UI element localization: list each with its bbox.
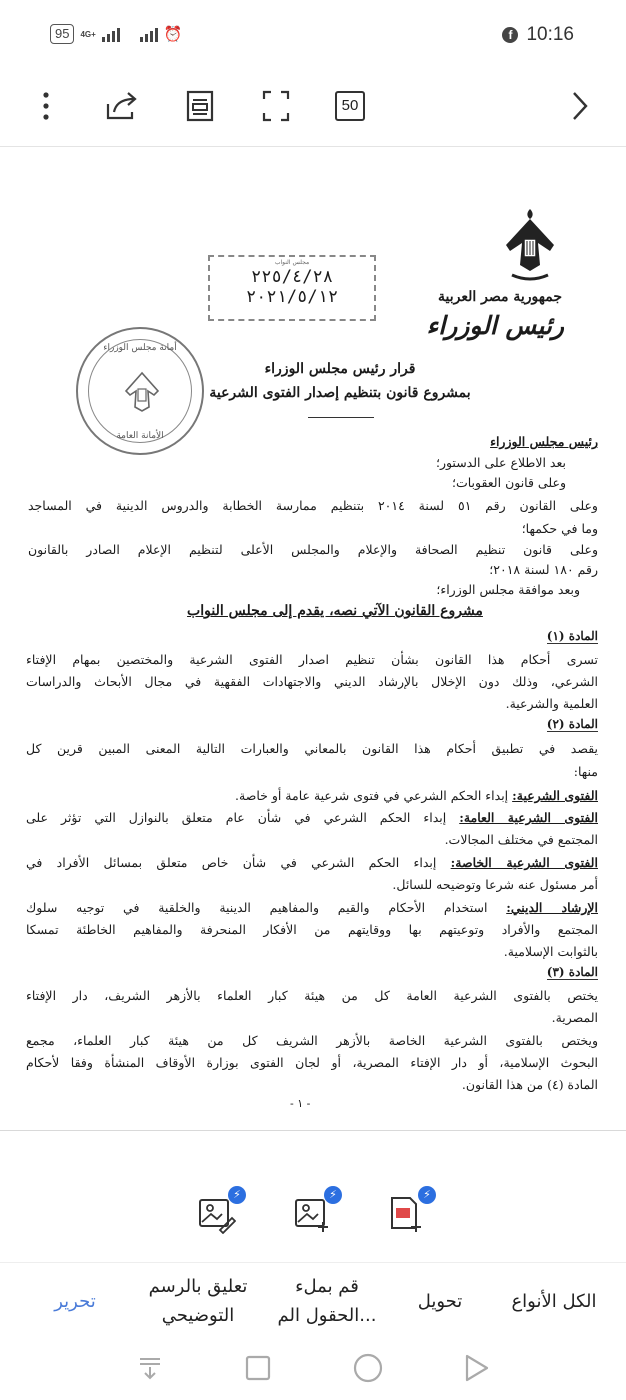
next-arrow-icon[interactable] — [560, 86, 600, 126]
definition-fatwa: الفتوى الشرعية: إبداء الحكم الشرعي في فتوى شرعية عامة أو خاصة. — [235, 788, 598, 803]
government-name: جمهورية مصر العربية — [438, 289, 562, 305]
premium-badge: ⚡ — [418, 1186, 436, 1204]
definition-private-fatwa-cont: أمر مسئول عنه شرعا وتوضيحه للسائل. — [392, 877, 598, 892]
premium-badge: ⚡ — [228, 1186, 246, 1204]
article-3-line: يختص بالفتوى الشرعية العامة كل من هيئة كبار العلماء بالأزهر الشريف، دار الإفتاء — [26, 988, 598, 1003]
tab-annotate[interactable]: تعليق بالرسم التوضيحي — [148, 1276, 248, 1326]
battery-indicator: 95 — [50, 24, 74, 44]
page-count: 50 — [335, 91, 365, 121]
add-pdf-icon[interactable] — [386, 1188, 431, 1238]
add-image-icon[interactable] — [292, 1188, 337, 1238]
preamble-line: وما في حكمها؛ — [521, 521, 598, 536]
decree-subtitle: بمشروع قانون بتنظيم إصدار الفتوى الشرعية — [209, 385, 471, 401]
article-3-label: المادة (٣) — [546, 965, 598, 979]
article-2-line: منها: — [573, 764, 598, 779]
prime-minister-script: رئيس الوزراء — [426, 311, 564, 340]
network-type: 4G+ — [80, 29, 96, 39]
recents-icon[interactable] — [240, 1350, 276, 1386]
tab-all-types[interactable]: الكل الأنواع — [511, 1290, 597, 1312]
parliament-stamp — [208, 255, 376, 321]
reader-mode-icon[interactable] — [180, 86, 220, 126]
tool-tabs — [0, 1262, 626, 1338]
home-icon[interactable] — [350, 1350, 386, 1386]
definition-religious-guidance-cont: بالثوابت الإسلامية. — [503, 944, 598, 959]
back-icon[interactable] — [458, 1350, 494, 1386]
decree-title: قرار رئيس مجلس الوزراء — [264, 361, 416, 377]
eagle-emblem-icon — [500, 205, 560, 285]
preamble-line: بعد الاطلاع على الدستور؛ — [435, 455, 566, 470]
preamble-line: وعلى القانون رقم ٥١ لسنة ٢٠١٤ بتنظيم ممارسة الخطابة والدروس الدينية في المساجد — [28, 498, 598, 513]
stamp-header: مجلس النواب — [274, 259, 310, 266]
article-2-line: يقصد في تطبيق أحكام هذا القانون بالمعاني والعبارات التالية المعنى المبين قرين كل — [26, 741, 598, 756]
notification-down-icon[interactable] — [132, 1350, 168, 1386]
definition-religious-guidance-cont: المجتمع والأفراد وتوعيتهم بها ووقايتهم من الأفكار المنحرفة والمفاهيم الخاطئة تمسكا — [26, 922, 598, 937]
share-icon[interactable] — [102, 86, 142, 126]
article-3-line: المصرية. — [551, 1010, 598, 1025]
definition-public-fatwa-cont: المجتمع في مختلف المجالات. — [444, 832, 598, 847]
tab-fill-fields[interactable]: قم بملء الحقول الم... — [277, 1276, 377, 1326]
page-count-button[interactable] — [330, 86, 370, 126]
preamble-line: وعلى قانون العقوبات؛ — [451, 475, 566, 490]
preamble-line: وعلى قانون تنظيم الصحافة والإعلام والمجلس الأعلى لتنظيم الإعلام الصادر بالقانون — [28, 542, 598, 557]
seal-top-text: أمانة مجلس الوزراء — [103, 343, 177, 353]
document-page[interactable] — [0, 146, 626, 1131]
stamp-number: ٢٢٥/٤/٢٨ — [251, 267, 333, 287]
preamble-line: رقم ١٨٠ لسنة ٢٠١٨؛ — [489, 562, 598, 577]
tab-edit[interactable]: تحرير — [54, 1290, 96, 1312]
article-1-line: الشرعي، وذلك دون الإخلال بالإرشاد الديني والاجتهادات الفقهية في مجال الأبحاث والدراسات — [26, 674, 598, 689]
preamble-line: وبعد موافقة مجلس الوزراء؛ — [436, 582, 580, 597]
page-number: - ١ - — [290, 1097, 311, 1110]
article-1-line: العلمية والشرعية. — [505, 696, 598, 711]
premium-badge: ⚡ — [324, 1186, 342, 1204]
definition-private-fatwa: الفتوى الشرعية الخاصة: إبداء الحكم الشرعي في شأن خاص متعلق بمسائل الأفراد في — [26, 855, 598, 870]
facebook-icon: f — [502, 27, 518, 43]
bill-heading: مشروع القانون الآتي نصه، يقدم إلى مجلس النواب — [187, 603, 483, 619]
seal-bottom-text: الأمانة العامة — [116, 431, 164, 441]
article-1-label: المادة (١) — [546, 629, 598, 643]
stamp-date: ٢٠٢١/٥/١٢ — [245, 287, 339, 307]
tool-icons-row — [0, 1186, 626, 1246]
document-content — [20, 147, 620, 1131]
status-bar — [0, 0, 626, 70]
signal-bars-icon — [102, 26, 120, 42]
definition-religious-guidance: الإرشاد الديني: استخدام الأحكام والقيم والمفاهيم الدينية والخلقية في توجيه سلوك — [26, 900, 598, 915]
article-3-line: ويختص بالفتوى الشرعية الخاصة بالأزهر الشريف كل من هيئة كبار العلماء، مجمع — [26, 1033, 598, 1048]
article-3-line: البحوث الإسلامية، أو دار الإفتاء المصرية، أو لجان الفتوى بوزارة الأوقاف المنشأة وفقا لأحكام — [26, 1055, 598, 1070]
article-1-line: تسرى أحكام هذا القانون بشأن تنظيم اصدار الفتوى الشرعية والمختصين بمهام الإفتاء — [26, 652, 598, 667]
preamble-heading: رئيس مجلس الوزراء — [490, 434, 598, 449]
clock: 10:16 — [526, 24, 574, 45]
alarm-icon: ⏰ — [163, 26, 183, 43]
status-right — [502, 24, 574, 46]
article-3-line: المادة (٤) من هذا القانون. — [461, 1077, 598, 1092]
edit-image-icon[interactable] — [196, 1188, 241, 1238]
fullscreen-icon[interactable] — [256, 86, 296, 126]
article-2-label: المادة (٢) — [546, 717, 598, 731]
more-vert-icon[interactable] — [26, 86, 66, 126]
status-left — [50, 24, 183, 44]
signal-bars-2-icon — [140, 26, 158, 42]
definition-public-fatwa: الفتوى الشرعية العامة: إبداء الحكم الشرعي في شأن عام متعلق بالنوازل التي تؤثر على — [26, 810, 598, 825]
title-divider — [308, 417, 374, 418]
tab-convert[interactable]: تحويل — [417, 1290, 463, 1312]
system-nav-bar — [0, 1338, 626, 1400]
viewer-toolbar — [0, 70, 626, 140]
